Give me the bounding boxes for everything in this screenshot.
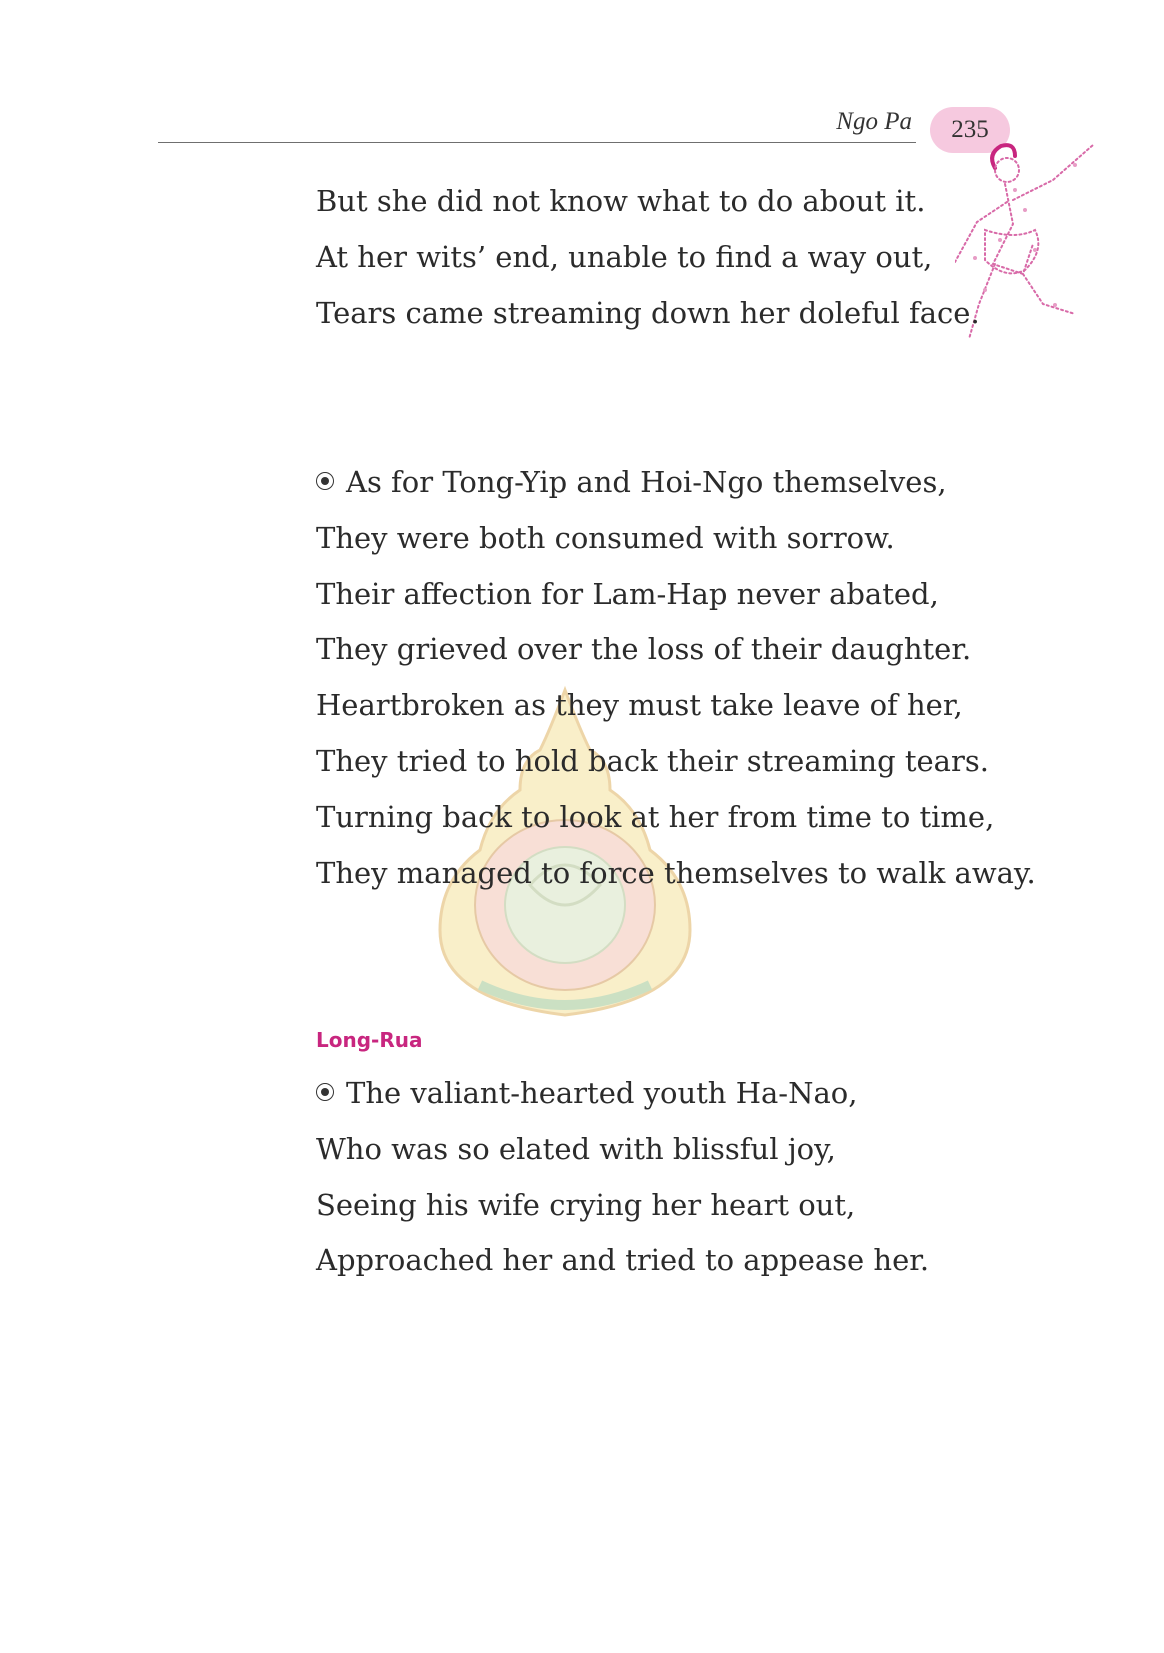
verse-line: The valiant-hearted youth Ha-Nao, [346, 1076, 858, 1110]
verse-line: Seeing his wife crying her heart out, [316, 1187, 856, 1222]
running-head-title: Ngo Pa [836, 108, 912, 135]
verse-line: But she did not know what to do about it. [316, 184, 926, 218]
verse-line: They managed to force themselves to walk away. [316, 855, 1036, 890]
stanza-2 [316, 455, 1036, 901]
stanza-1 [316, 174, 980, 341]
verse-line-with-bullet [316, 455, 1036, 511]
verse-line: At her wits’ end, unable to find a way out, [316, 239, 933, 274]
stanza-3 [316, 1066, 929, 1289]
verse-line-with-bullet [316, 1066, 929, 1122]
verse-line: As for Tong-Yip and Hoi-Ngo themselves, [346, 465, 947, 499]
header-rule [158, 142, 916, 143]
circled-dot-icon [316, 1083, 334, 1101]
verse-line: Turning back to look at her from time to time, [316, 799, 995, 834]
dancer-illustration-icon [955, 140, 1120, 345]
verse-line: They tried to hold back their streaming tears. [316, 743, 989, 778]
verse-line: Who was so elated with blissful joy, [316, 1131, 836, 1166]
circled-dot-icon [316, 472, 334, 490]
verse-line: They were both consumed with sorrow. [316, 520, 895, 555]
verse-line: Their affection for Lam-Hap never abated, [316, 576, 939, 611]
verse-line: Tears came streaming down her doleful face. [316, 295, 980, 330]
section-label: Long-Rua [316, 1028, 423, 1052]
verse-line: Heartbroken as they must take leave of her, [316, 688, 963, 723]
verse-line: Approached her and tried to appease her. [316, 1243, 930, 1278]
verse-line: They grieved over the loss of their daughter. [316, 632, 972, 667]
page-number: 235 [951, 116, 989, 143]
